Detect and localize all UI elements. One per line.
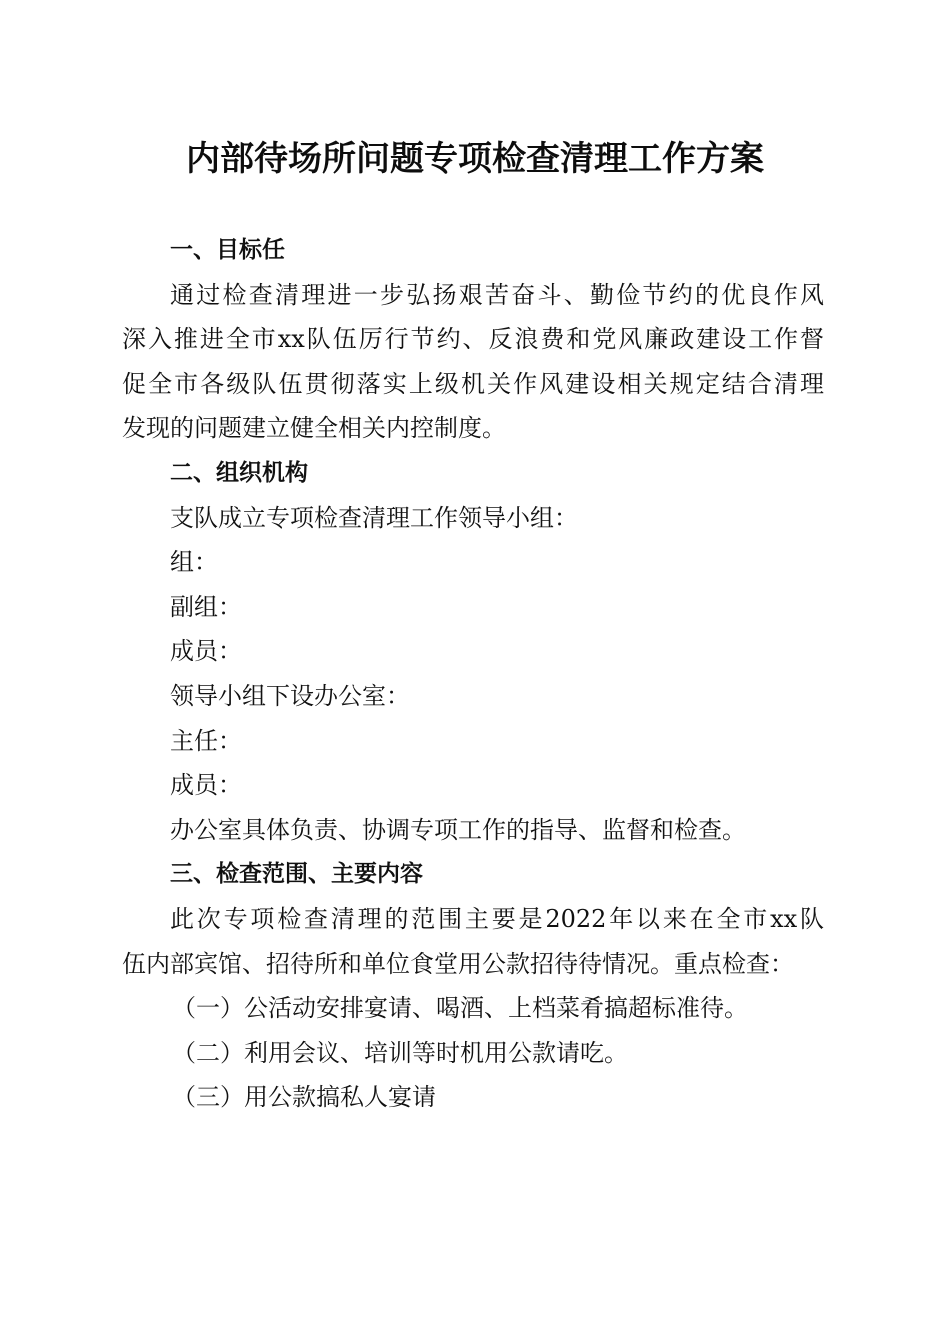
section-heading-scope: 三、检查范围、主要内容 <box>170 861 423 888</box>
org-line: 支队成立专项检查清理工作领导小组： <box>170 503 578 532</box>
section-heading-goals: 一、目标任 <box>170 237 285 263</box>
section-heading-organization: 二、组织机构 <box>170 459 308 486</box>
document-body <box>122 228 824 1120</box>
paragraph-line: 发现的问题建立健全相关内控制度。 <box>122 414 506 443</box>
org-line: 办公室具体负责、协调专项工作的指导、监督和检查。 <box>170 815 746 844</box>
paragraph-line: 促全市各级队伍贯彻落实上级机关作风建设相关规定结合清理 <box>122 369 824 398</box>
org-line: 副组： <box>170 592 242 621</box>
org-line: 主任： <box>170 726 242 755</box>
list-item: （三）用公款搞私人宴请 <box>172 1083 436 1112</box>
org-line: 成员： <box>170 771 242 800</box>
paragraph-line: 通过检查清理进一步弘扬艰苦奋斗、勤俭节约的优良作风 <box>170 280 824 309</box>
list-item: （一）公活动安排宴请、喝酒、上档菜肴搞超标准待。 <box>172 994 748 1023</box>
paragraph-line: 此次专项检查清理的范围主要是2022年以来在全市xx队 <box>170 904 824 933</box>
list-item: （二）利用会议、培训等时机用公款请吃。 <box>172 1038 628 1067</box>
org-line: 成员： <box>170 637 242 666</box>
document-title: 内部待场所问题专项检查清理工作方案 <box>186 139 764 179</box>
org-line: 领导小组下设办公室： <box>170 681 410 710</box>
paragraph-line: 伍内部宾馆、招待所和单位食堂用公款招待待情况。重点检查： <box>122 949 794 978</box>
org-line: 组： <box>170 548 218 577</box>
paragraph-line: 深入推进全市xx队伍厉行节约、反浪费和党风廉政建设工作督 <box>122 325 824 354</box>
